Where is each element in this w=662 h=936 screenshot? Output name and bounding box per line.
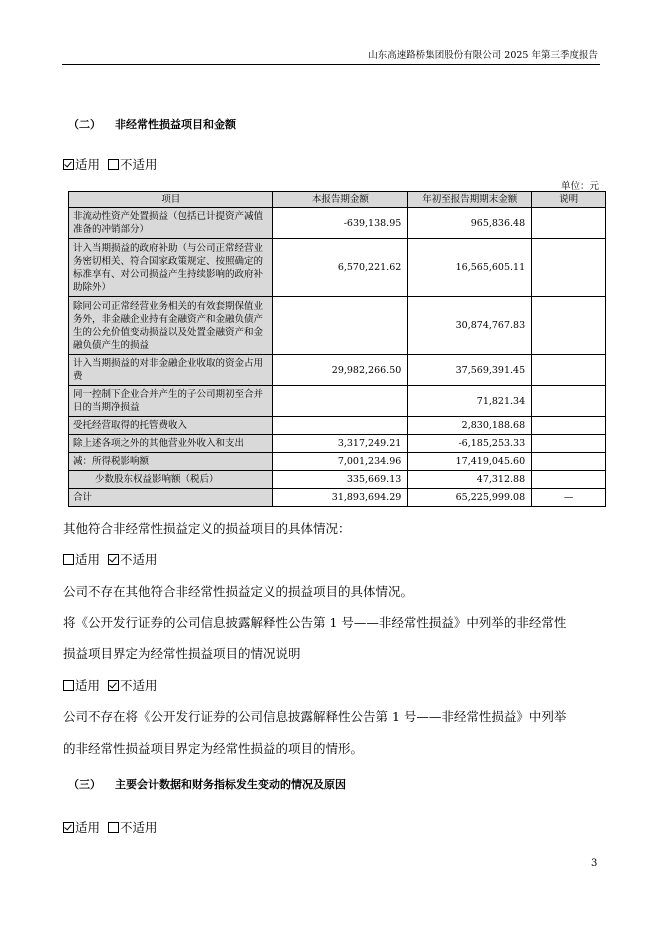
section-3-number: （三） [68, 778, 101, 791]
row-item: 除同公司正常经营业务相关的有效套期保值业务外，非金融企业持有金融资产和金融负债产生的公允价值变动损益以及处置金融资产和金融负债产生的损益 [69, 297, 273, 355]
row-ytd: -6,185,253.33 [408, 435, 532, 453]
unit-label: 单位：元 [560, 181, 599, 192]
row-ytd: 30,874,767.83 [408, 297, 532, 355]
row-current [273, 297, 408, 355]
applicable-label: 适用 [75, 678, 101, 693]
row-item: 同一控制下企业合并产生的子公司期初至合并日的当期净损益 [69, 386, 273, 417]
table-row [69, 355, 606, 386]
reclass-heading-line-1: 将《公开发行证券的公司信息披露解释性公告第 1 号——非经常性损益》中列举的非经常性 [63, 615, 567, 630]
reclass-text-line-1: 公司不存在将《公开发行证券的公司信息披露解释性公告第 1 号——非经常性损益》中列举 [63, 709, 567, 724]
applicability-choice-3 [63, 678, 166, 694]
not-applicable-label: 不适用 [120, 157, 158, 172]
row-note [532, 355, 606, 386]
row-note [532, 208, 606, 239]
section-2-title: 非经常性损益项目和金额 [115, 118, 236, 131]
section-3-heading [68, 776, 346, 792]
applicable-label: 适用 [75, 157, 101, 172]
column-header: 说明 [532, 192, 606, 208]
row-ytd: 71,821.34 [408, 386, 532, 417]
not-applicable-label: 不适用 [120, 820, 158, 835]
row-note [532, 435, 606, 453]
checked-checkbox-icon[interactable] [63, 159, 74, 170]
row-item: 计入当期损益的政府补助（与公司正常经营业务密切相关、符合国家政策规定、按照确定的标准享有、对公司损益产生持续影响的政府补助除外） [69, 239, 273, 297]
reclass-text-line-2: 的非经常性损益项目界定为经常性损益的项目的情形。 [63, 741, 364, 756]
unchecked-checkbox-icon[interactable] [108, 159, 119, 170]
applicable-label: 适用 [75, 820, 101, 835]
checked-checkbox-icon[interactable] [63, 822, 74, 833]
table-row [69, 435, 606, 453]
row-item: 除上述各项之外的其他营业外收入和支出 [69, 435, 273, 453]
applicability-choice-2 [63, 552, 166, 568]
row-ytd: 17,419,045.60 [408, 453, 532, 471]
row-current: 31,893,694.29 [273, 489, 408, 507]
column-header: 年初至报告期期末金额 [408, 192, 532, 208]
not-applicable-label: 不适用 [120, 678, 158, 693]
row-note [532, 239, 606, 297]
row-item: 计入当期损益的对非金融企业收取的资金占用费 [69, 355, 273, 386]
row-note [532, 386, 606, 417]
table-header-row [69, 192, 606, 208]
checked-checkbox-icon[interactable] [108, 554, 119, 565]
section-3-title: 主要会计数据和财务指标发生变动的情况及原因 [115, 778, 346, 791]
row-item: 受托经营取得的托管费收入 [69, 417, 273, 435]
row-ytd: 65,225,999.08 [408, 489, 532, 507]
non-recurring-items-table [68, 191, 606, 507]
table-total-row [69, 489, 606, 507]
row-ytd: 2,830,188.68 [408, 417, 532, 435]
page-header: 山东高速路桥集团股份有限公司 2025 年第三季度报告 [368, 50, 598, 61]
table-row [69, 471, 606, 489]
unchecked-checkbox-icon[interactable] [63, 680, 74, 691]
row-ytd: 37,569,391.45 [408, 355, 532, 386]
applicability-choice-4 [63, 820, 166, 836]
row-note [532, 417, 606, 435]
section-2-heading [68, 116, 236, 132]
table-row [69, 417, 606, 435]
section-2-number: （二） [68, 118, 101, 131]
row-item: 非流动性资产处置损益（包括已计提资产减值准备的冲销部分） [69, 208, 273, 239]
row-current: 335,669.13 [273, 471, 408, 489]
row-ytd: 47,312.88 [408, 471, 532, 489]
column-header: 本报告期金额 [273, 192, 408, 208]
row-current: 6,570,221.62 [273, 239, 408, 297]
other-items-heading: 其他符合非经常性损益定义的损益项目的具体情况： [63, 521, 351, 536]
row-note [532, 453, 606, 471]
row-current: 7,001,234.96 [273, 453, 408, 471]
row-current: 29,982,266.50 [273, 355, 408, 386]
row-ytd: 16,565,605.11 [408, 239, 532, 297]
not-applicable-label: 不适用 [120, 552, 158, 567]
row-current [273, 417, 408, 435]
applicability-choice-1 [63, 157, 166, 173]
row-note [532, 471, 606, 489]
table-row [69, 297, 606, 355]
row-note: — [532, 489, 606, 507]
row-current [273, 386, 408, 417]
checked-checkbox-icon[interactable] [108, 680, 119, 691]
table-row [69, 386, 606, 417]
table-row [69, 208, 606, 239]
row-item: 减：所得税影响额 [69, 453, 273, 471]
table-row [69, 453, 606, 471]
row-current: -639,138.95 [273, 208, 408, 239]
row-item: 合计 [69, 489, 273, 507]
row-item: 少数股东权益影响额（税后） [69, 471, 273, 489]
row-ytd: 965,836.48 [408, 208, 532, 239]
unchecked-checkbox-icon[interactable] [108, 822, 119, 833]
unchecked-checkbox-icon[interactable] [63, 554, 74, 565]
column-header: 项目 [69, 192, 273, 208]
reclass-heading-line-2: 损益项目界定为经常性损益项目的情况说明 [63, 646, 301, 661]
table-row [69, 239, 606, 297]
row-note [532, 297, 606, 355]
page-number: 3 [591, 858, 598, 869]
applicable-label: 适用 [75, 552, 101, 567]
header-rule [62, 64, 600, 65]
other-items-text: 公司不存在其他符合非经常性损益定义的损益项目的具体情况。 [63, 584, 414, 599]
row-current: 3,317,249.21 [273, 435, 408, 453]
